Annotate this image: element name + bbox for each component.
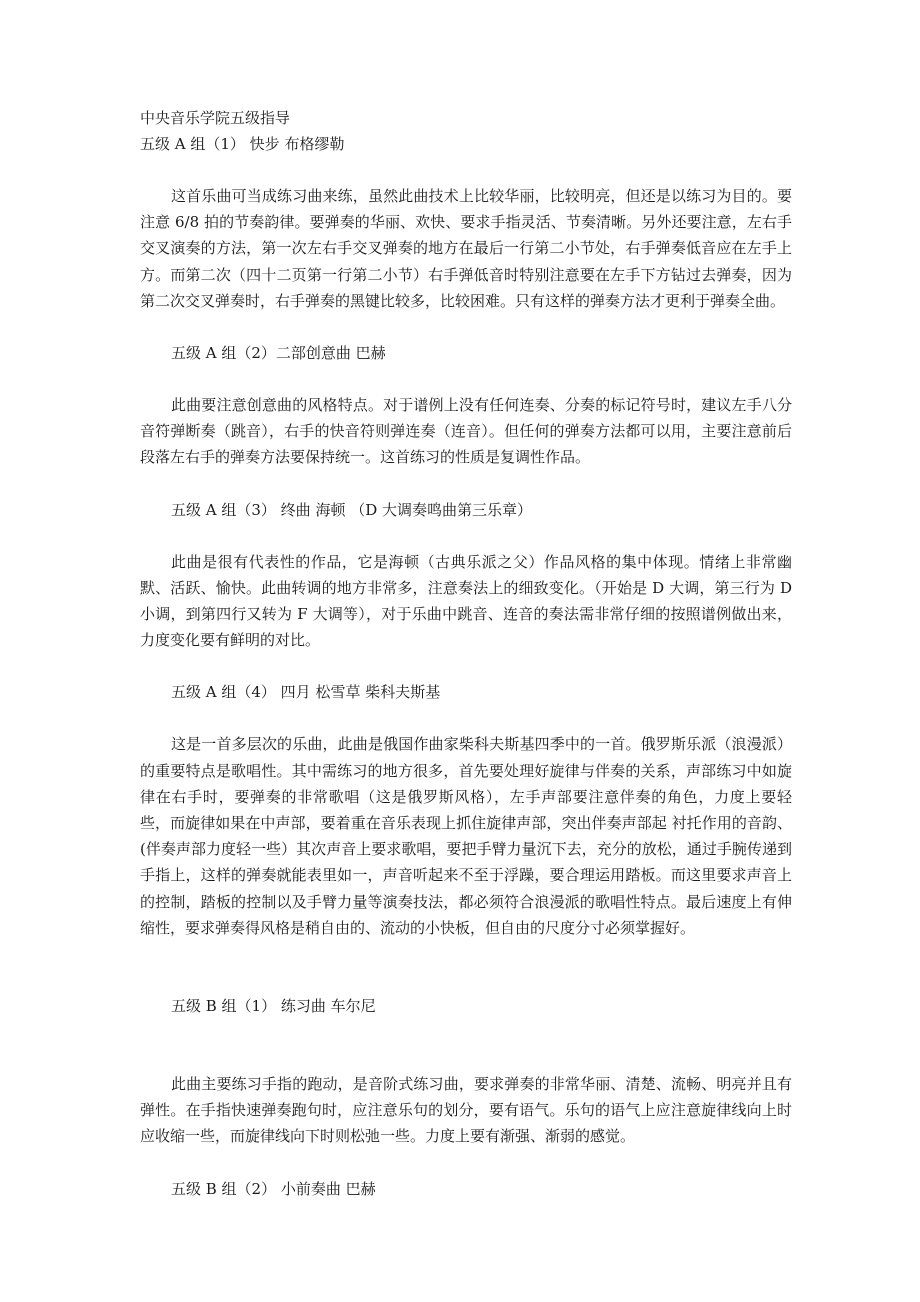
paragraph-b1: 此曲主要练习手指的跑动，是音阶式练习曲，要求弹奏的非常华丽、清楚、流畅、明亮并且有弹性。在手指快速弹奏跑句时，应注意乐句的划分，要有语气。乐句的语气上应注意旋律线向上时应收缩一些，而旋律线向下时则松弛一些。力度上要有渐强、渐弱的感觉。 [140, 1075, 792, 1146]
spacer [140, 471, 792, 497]
section-heading-b2: 五级 B 组（2） 小前奏曲 巴赫 [171, 1179, 376, 1198]
paragraph-a1: 这首乐曲可当成练习曲来练，虽然此曲技术上比较华丽，比较明亮，但还是以练习为目的。要注意 6/8 拍的节奏韵律。要弹奏的华丽、欢快、要求手指灵活、节奏清晰。另外还要注意，左右手交叉演奏的方法，第一次左右手交叉弹奏的地方在最后一行第二小节处，右手弹奏低音应在左手上方。而第二次（四十二页第一行第二小节）右手弹低音时特别注意要在左手下方钻过去弹奏，因为第二次交叉弹奏时，右手弹奏的黑键比较多，比较困难。只有这样的弹奏方法才更利于弹奏全曲。 [140, 187, 792, 310]
document-page [140, 105, 792, 1202]
spacer [140, 1150, 792, 1176]
paragraph-a2: 此曲要注意创意曲的风格特点。对于谱例上没有任何连奏、分奏的标记符号时，建议左手八分音符弹断奏（跳音），右手的快音符则弹连奏（连音）。但任何的弹奏方法都可以用，主要注意前后段落左右手的弹奏方法要保持统一。这首练习的性质是复调性作品。 [140, 396, 792, 467]
paragraph-a4: 这是一首多层次的乐曲，此曲是俄国作曲家柴科夫斯基四季中的一首。俄罗斯乐派（浪漫派）的重要特点是歌唱性。其中需练习的地方很多，首先要处理好旋律与伴奏的关系，声部练习中如旋律在右手时，要弹奏的非常歌唱（这是俄罗斯风格），左手声部要注意伴奏的角色，力度上要轻些，而旋律如果在中声部，要着重在音乐表现上抓住旋律声部，突出伴奏声部起 衬托作用的音韵、(伴奏声部力度轻一些）其次声音上要求歌唱，要把手臂力量沉下去，充分的放松，通过手腕传递到手指上，这样的弹奏就能表里如一，声音听起来不至于浮躁，要合理运用踏板。而这里要求声音上的控制，踏板的控制以及手臂力量等演奏技法，都必须符合浪漫派的歌唱性特点。最后速度上有伸缩性，要求弹奏得风格是稍自由的、流动的小快板，但自由的尺度分寸必须掌握好。 [140, 735, 792, 937]
spacer [140, 523, 792, 549]
paragraph-a3: 此曲是很有代表性的作品，它是海顿（古典乐派之父）作品风格的集中体现。情绪上非常幽默、活跃、愉快。此曲转调的地方非常多，注意奏法上的细致变化。（开始是 D 大调，第三行为 D 小调，到第四行又转为 F 大调等），对于乐曲中跳音、连音的奏法需非常仔细的按照谱例做出来，力度变化要有鲜明的对比。 [140, 552, 792, 650]
spacer [140, 157, 792, 183]
section-heading-a2: 五级 A 组（2）二部创意曲 巴赫 [171, 344, 386, 363]
spacer [140, 941, 792, 993]
spacer [140, 705, 792, 731]
spacer [140, 366, 792, 392]
section-heading-a3: 五级 A 组（3） 终曲 海顿 （D 大调奏鸣曲第三乐章） [171, 500, 533, 519]
section-heading-a1: 五级 A 组（1） 快步 布格缪勒 [140, 135, 345, 153]
spacer [140, 653, 792, 679]
document-title: 中央音乐学院五级指导 [140, 109, 291, 127]
spacer [140, 1019, 792, 1071]
spacer [140, 314, 792, 340]
section-heading-a4: 五级 A 组（4） 四月 松雪草 柴科夫斯基 [171, 683, 441, 702]
section-heading-b1: 五级 B 组（1） 练习曲 车尔尼 [171, 997, 376, 1016]
